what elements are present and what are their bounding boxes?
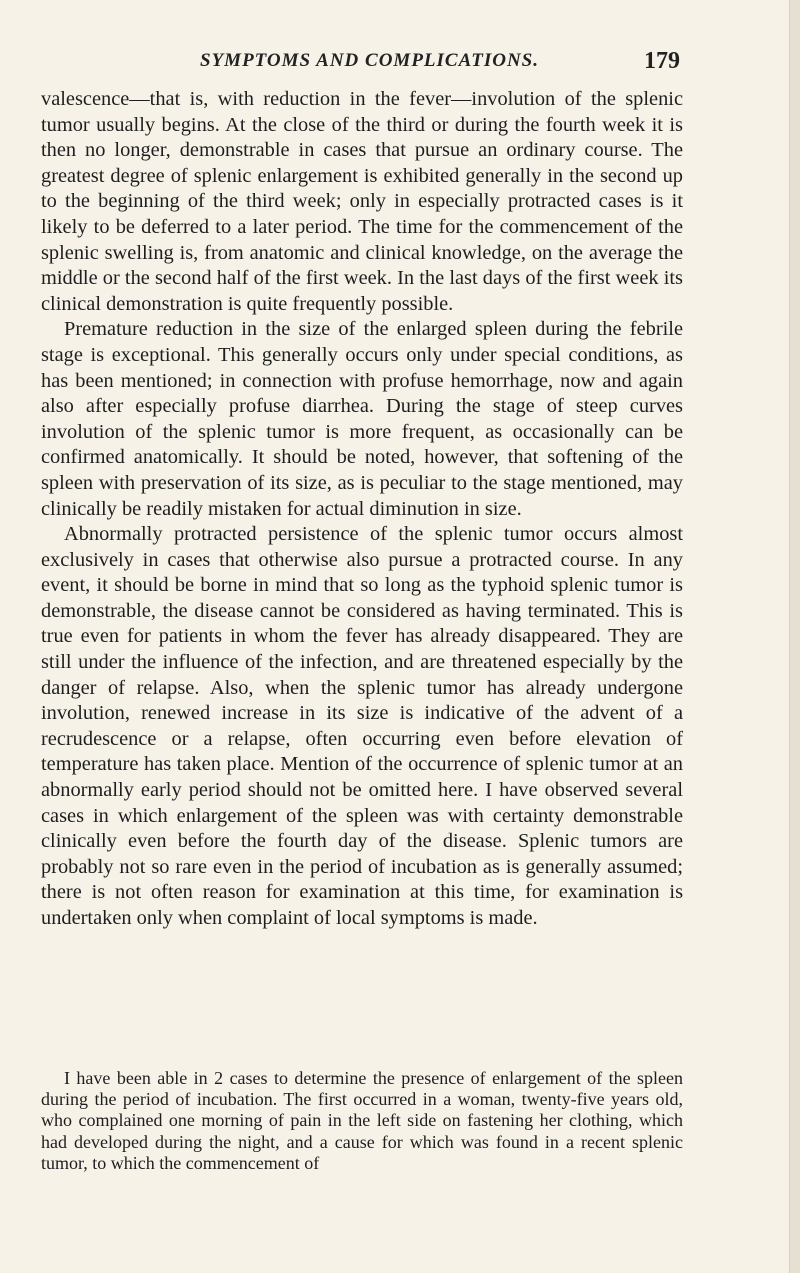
page-edge <box>789 0 800 1273</box>
paragraph-premature-reduction: Premature reduction in the size of the enlarged spleen during the febrile stage is exceptional. This generally occurs only under special conditions, as has been mentioned; in connection with profuse hemorrhage, now and again also after especially profuse diarrhea. During the stage of steep curves involution of the splenic tumor is more frequent, as occasionally can be confirmed anatomically. It should be noted, however, that softening of the spleen with preservation of its size, as is peculiar to the stage mentioned, may clinically be readily mistaken for actual diminution in size. <box>41 318 683 520</box>
page-number: 179 <box>644 48 680 74</box>
case-note-paragraph: I have been able in 2 cases to determine the presence of enlargement of the spleen during the period of incubation. The first occurred in a woman, twenty-five years old, who complained one morning of pain in the left side on fastening her clothing, which had developed during the night, and a cause for which was found in a recent splenic tumor, to which the commencement of <box>41 1068 683 1173</box>
page-header <box>0 50 790 80</box>
paragraph-abnormal-persistence: Abnormally protracted persistence of the splenic tumor occurs almost exclusively in cases that otherwise also pursue a protracted course. In any event, it should be borne in mind that so long as the typhoid splenic tumor is demonstrable, the disease cannot be considered as having terminated. This is true even for patients in whom the fever has already disappeared. They are still under the influence of the infection, and are threatened especially by the danger of relapse. Also, when the splenic tumor has already undergone involution, renewed increase in its size is indicative of the advent of a recrudescence or a relapse, often occurring even before elevation of temperature has taken place. Mention of the occurrence of splenic tumor at an abnormally early period should not be omitted here. I have observed several cases in which enlargement of the spleen was with certainty demonstrable clinically even before the fourth day of the disease. Splenic tumors are probably not so rare even in the period of incubation as is generally assumed; there is not often reason for examination at this time, for examination is undertaken only when complaint of local symptoms is made. <box>41 523 683 929</box>
paragraph-continuation: valescence—that is, with reduction in the fever—involution of the splenic tumor usually begins. At the close of the third or during the fourth week it is then no longer, demonstrable in cases that pursue an ordinary course. The greatest degree of splenic enlargement is exhibited generally in the second up to the beginning of the third week; only in especially protracted cases is it likely to be deferred to a later period. The time for the commencement of the splenic swelling is, from anatomic and clinical knowledge, on the average the middle or the second half of the first week. In the last days of the first week its clinical demonstration is quite frequently possible. <box>41 88 683 315</box>
case-note <box>41 1068 683 1174</box>
running-head: SYMPTOMS AND COMPLICATIONS. <box>200 50 539 71</box>
main-text <box>41 87 683 932</box>
